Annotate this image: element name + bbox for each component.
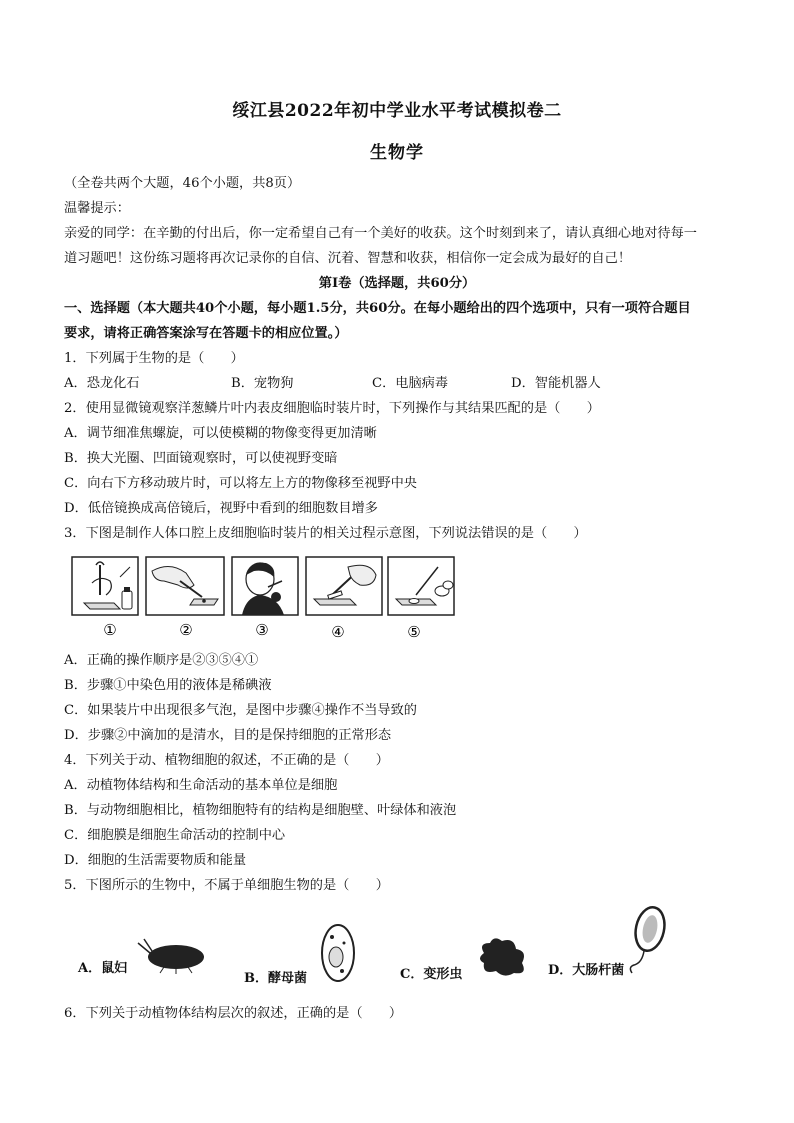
q4-option-b: B．与动物细胞相比，植物细胞特有的结构是细胞壁、叶绿体和液泡 (64, 803, 457, 818)
step-2-panel (146, 557, 224, 615)
q1-option-c: C．电脑病毒 (372, 376, 449, 391)
q1-option-a: A．恐龙化石 (64, 376, 140, 391)
q6-stem: 6．下列关于动植物体结构层次的叙述，正确的是（ ） (64, 1006, 403, 1021)
q2-option-c: C．向右下方移动玻片时，可以将左上方的物像移至视野中央 (64, 476, 417, 491)
q3-option-c: C．如果装片中出现很多气泡，是图中步骤④操作不当导致的 (64, 703, 417, 718)
step-4-panel (306, 557, 382, 615)
section-title: 第Ⅰ卷（选择题，共60分） (318, 276, 476, 291)
exam-title: 绥江县2022年初中学业水平考试模拟卷二 (232, 101, 562, 121)
q3-option-a: A．正确的操作顺序是②③⑤④① (64, 653, 259, 668)
q4-option-c: C．细胞膜是细胞生命活动的控制中心 (64, 828, 286, 843)
q4-option-d: D．细胞的生活需要物质和能量 (64, 853, 247, 868)
step-1-panel (72, 557, 138, 615)
q2-option-b: B．换大光圈、凹面镜观察时，可以使视野变暗 (64, 451, 338, 466)
q4-stem: 4．下列关于动、植物细胞的叙述，不正确的是（ ） (64, 753, 389, 768)
q2-option-d: D．低倍镜换成高倍镜后，视野中看到的细胞数目增多 (64, 501, 378, 516)
step-label-2: ② (179, 621, 193, 639)
q1-option-b: B．宠物狗 (231, 376, 294, 391)
step-3-panel (232, 557, 298, 615)
organism-label-d: D．大肠杆菌 (548, 963, 625, 978)
yeast-cell-icon (318, 921, 358, 985)
organism-label-a: A．鼠妇 (78, 961, 128, 976)
tip-line-2: 道习题吧！这份练习题将再次记录你的自信、沉着、智慧和收获，相信你一定会成为最好的自己！ (64, 251, 632, 266)
q2-stem: 2．使用显微镜观察洋葱鳞片叶内表皮细胞临时装片时，下列操作与其结果匹配的是（ ） (64, 401, 600, 416)
section-instruction-1: 一、选择题（本大题共40个小题，每小题1.5分，共60分。在每小题给出的四个选项中，只有一项符合题目 (64, 301, 691, 316)
q3-procedure-figure (70, 555, 460, 643)
step-label-4: ④ (331, 623, 345, 641)
q4-option-a: A．动植物体结构和生命活动的基本单位是细胞 (64, 778, 338, 793)
q1-option-d: D．智能机器人 (511, 376, 601, 391)
organism-label-c: C．变形虫 (400, 967, 463, 982)
q1-stem: 1．下列属于生物的是（ ） (64, 351, 244, 366)
step-5-panel (388, 557, 454, 615)
q3-option-b: B．步骤①中染色用的液体是稀碘液 (64, 678, 272, 693)
q5-stem: 5．下图所示的生物中，不属于单细胞生物的是（ ） (64, 878, 389, 893)
step-label-1: ① (103, 621, 117, 639)
step-label-3: ③ (255, 621, 269, 639)
step-label-5: ⑤ (407, 623, 421, 641)
organism-label-b: B．酵母菌 (244, 971, 307, 986)
tip-label: 温馨提示： (64, 201, 130, 216)
section-instruction-2: 要求，请将正确答案涂写在答题卡的相应位置。） (64, 326, 348, 341)
q5-organisms-figure (64, 905, 670, 995)
amoeba-icon (474, 935, 530, 979)
exam-subject: 生物学 (370, 143, 424, 163)
q3-stem: 3．下图是制作人体口腔上皮细胞临时装片的相关过程示意图，下列说法错误的是（ ） (64, 526, 587, 541)
exam-note: （全卷共两个大题，46个小题，共8页） (64, 176, 301, 191)
tip-line-1: 亲爱的同学：在辛勤的付出后，你一定希望自己有一个美好的收获。这个时刻到来了，请认真细心地对待每一 (64, 226, 697, 241)
woodlouse-icon (134, 935, 214, 975)
q3-option-d: D．步骤②中滴加的是清水，目的是保持细胞的正常形态 (64, 728, 392, 743)
e-coli-icon (628, 905, 670, 975)
q2-option-a: A．调节细准焦螺旋，可以使模糊的物像变得更加清晰 (64, 426, 377, 441)
